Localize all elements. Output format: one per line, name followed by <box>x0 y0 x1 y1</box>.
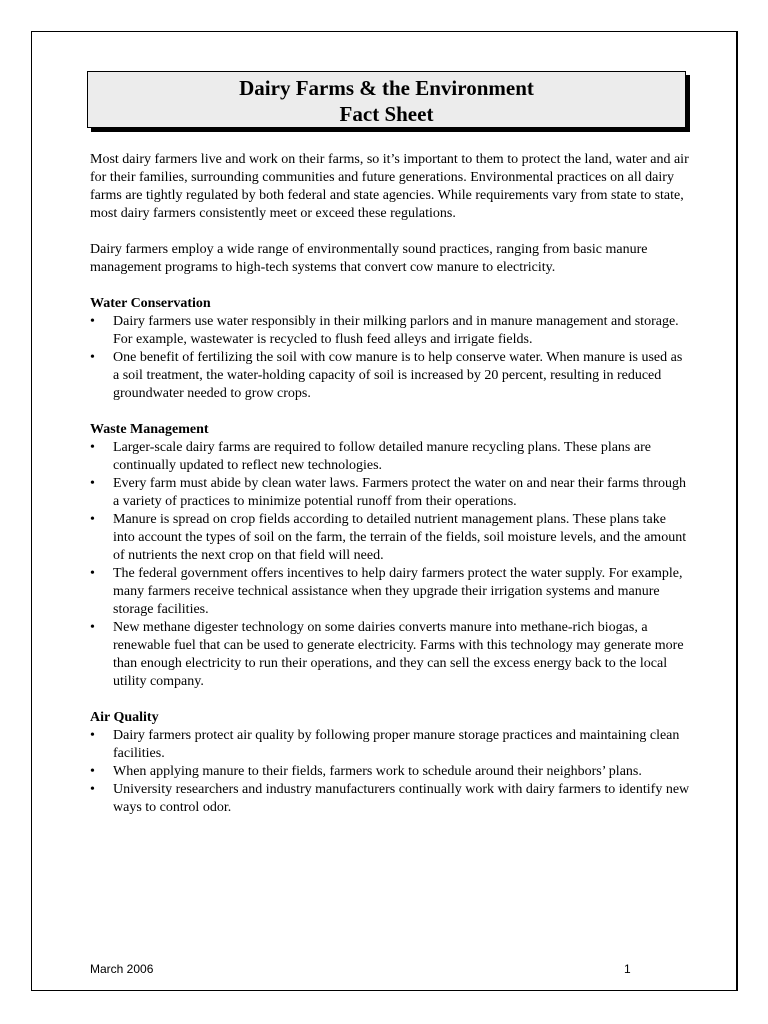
title-box <box>87 71 686 128</box>
section-heading-waste-management: Waste Management <box>90 422 209 437</box>
list-item: • New methane digester technology on some dairies converts manure into methane-rich biogas, a renewable fuel that can be used to generate electricity. Farms with this technology may generate more than enough electricity to run their operations, and they can sell the excess energy back to the local utility company. <box>90 620 684 689</box>
page-number: 1 <box>624 962 631 976</box>
document-subtitle: Fact Sheet <box>339 102 434 126</box>
document-title: Dairy Farms & the Environment <box>239 76 534 100</box>
bullet-icon: • <box>90 476 95 491</box>
intro-paragraph-1: Most dairy farmers live and work on their farms, so it’s important to them to protect the land, water and air for their families, surrounding communities and future generations. Environmental practices on all dairy farms are tightly regulated by both federal and state agencies. While requirements vary from state to state, most dairy farmers consistently meet or exceed these regulations. <box>90 152 689 221</box>
bullet-icon: • <box>90 782 95 797</box>
bullet-icon: • <box>90 440 95 455</box>
bullet-icon: • <box>90 620 95 635</box>
list-item: • Dairy farmers use water responsibly in their milking parlors and in manure management and storage. For example, wastewater is recycled to flush feed alleys and irrigate fields. <box>90 314 679 347</box>
bullet-icon: • <box>90 314 95 329</box>
bullet-icon: • <box>90 728 95 743</box>
footer-date: March 2006 <box>90 962 154 976</box>
list-item: • One benefit of fertilizing the soil with cow manure is to help conserve water. When manure is used as a soil treatment, the water-holding capacity of soil is increased by 20 percent, resulting in reduced groundwater needed to grow crops. <box>90 350 683 401</box>
section-heading-water-conservation: Water Conservation <box>90 296 211 311</box>
bullet-icon: • <box>90 512 95 527</box>
document-body <box>90 151 690 835</box>
list-item: • When applying manure to their fields, farmers work to schedule around their neighbors’ plans. <box>90 764 642 779</box>
list-item: • Every farm must abide by clean water laws. Farmers protect the water on and near their farms through a variety of practices to minimize potential runoff from their operations. <box>90 476 687 509</box>
list-item: • Larger-scale dairy farms are required to follow detailed manure recycling plans. These plans are continually updated to reflect new technologies. <box>90 440 651 473</box>
bullet-icon: • <box>90 566 95 581</box>
list-item: • The federal government offers incentives to help dairy farmers protect the water supply. For example, many farmers receive technical assistance when they upgrade their irrigation systems and manure storage facilities. <box>90 566 683 617</box>
waste-management-list <box>90 439 690 691</box>
water-conservation-list <box>90 313 690 403</box>
list-item: • Manure is spread on crop fields according to detailed nutrient management plans. These plans take into account the types of soil on the farm, the terrain of the fields, soil moisture levels, and the amount of nutrients the next crop on that field will need. <box>90 512 687 563</box>
section-heading-air-quality: Air Quality <box>90 710 159 725</box>
list-item: • University researchers and industry manufacturers continually work with dairy farmers to identify new ways to control odor. <box>90 782 690 815</box>
bullet-icon: • <box>90 350 95 365</box>
intro-paragraph-2: Dairy farmers employ a wide range of environmentally sound practices, ranging from basic manure management programs to high-tech systems that convert cow manure to electricity. <box>90 242 648 275</box>
air-quality-list <box>90 727 690 817</box>
bullet-icon: • <box>90 764 95 779</box>
list-item: • Dairy farmers protect air quality by following proper manure storage practices and maintaining clean facilities. <box>90 728 680 761</box>
